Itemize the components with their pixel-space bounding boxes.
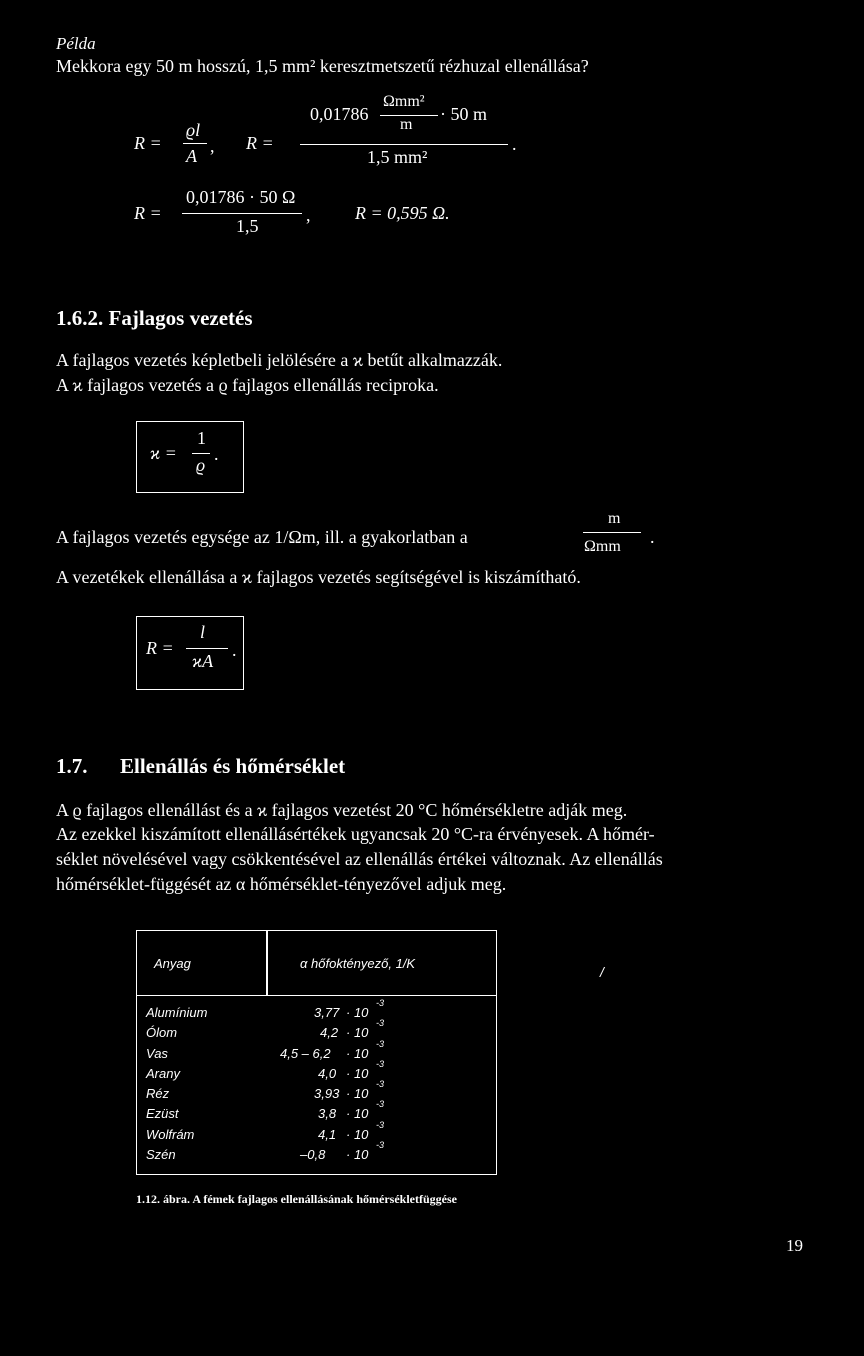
table-cell-exponent: -3	[376, 1059, 385, 1069]
eq2-unit-bottom: m	[400, 116, 413, 133]
section162-line2: A ϰ fajlagos vezetés a ϱ fajlagos ellenállás reciproka.	[56, 375, 439, 395]
table-cell-exponent: -3	[376, 1018, 385, 1028]
eq2-fraction-bar	[300, 144, 508, 145]
table-cell-times: · 10	[346, 1046, 369, 1061]
unit-fraction-bar	[583, 532, 641, 533]
formula-end: .	[214, 444, 219, 464]
section-heading-162: 1.6.2. Fajlagos vezetés	[56, 306, 253, 330]
section17-para-line-3: séklet növelésével vagy csökkentésével az ellenállás értékei változnak. Az ellenállás	[56, 849, 663, 869]
table-cell-material: Alumínium	[146, 1005, 208, 1020]
eq2-denominator: 1,5 mm²	[367, 147, 428, 167]
example-question: Mekkora egy 50 m hosszú, 1,5 mm² keresztmetszetű rézhuzal ellenállása?	[56, 56, 589, 76]
table-cell-times: · 10	[346, 1127, 369, 1142]
unit-bottom: Ωmm	[584, 538, 621, 555]
figure-caption: 1.12. ábra. A fémek fajlagos ellenállásának hőmérsékletfüggése	[136, 1192, 457, 1206]
eq1-fraction-bar	[183, 143, 207, 144]
table-cell-times: · 10	[346, 1086, 369, 1101]
table-cell-value: 3,93	[314, 1086, 340, 1101]
table-header-divider	[136, 995, 497, 996]
eq2-end: .	[512, 134, 517, 154]
table-cell-material: Vas	[146, 1046, 168, 1061]
formula-denominator: ϱ	[196, 455, 206, 475]
table-cell-exponent: -3	[376, 1079, 385, 1089]
formula2-end: .	[232, 640, 237, 660]
formula2-lhs: R =	[146, 638, 174, 658]
eq1-numerator: ϱl	[186, 120, 201, 140]
unit-line: A fajlagos vezetés egysége az 1/Ωm, ill. a gyakorlatban a	[56, 527, 468, 547]
formula2-numerator: l	[200, 622, 206, 642]
table-cell-times: · 10	[346, 1066, 369, 1081]
eq3-fraction-bar	[182, 213, 302, 214]
table-cell-exponent: -3	[376, 1120, 385, 1130]
eq3-lhs: R =	[134, 203, 162, 223]
table-cell-times: · 10	[346, 1147, 369, 1162]
table-cell-value: 4,5 – 6,2	[280, 1046, 331, 1061]
eq1-lhs: R =	[134, 133, 162, 153]
table-cell-exponent: -3	[376, 1039, 385, 1049]
unit-end: .	[650, 527, 655, 547]
table-cell-material: Wolfrám	[146, 1127, 195, 1142]
stray-mark: /	[600, 964, 604, 980]
resistance-line: A vezetékek ellenállása a ϰ fajlagos vezetés segítségével is kiszámítható.	[56, 567, 581, 587]
eq3-separator: ,	[306, 205, 311, 225]
table-cell-material: Szén	[146, 1147, 176, 1162]
eq2-lhs: R =	[246, 133, 274, 153]
table-header-material: Anyag	[154, 956, 191, 971]
section17-para-line-4: hőmérséklet-függését az α hőmérséklet-tényezővel adjuk meg.	[56, 874, 507, 894]
table-cell-material: Réz	[146, 1086, 170, 1101]
table-cell-times: · 10	[346, 1025, 369, 1040]
eq1-separator: ,	[210, 136, 215, 156]
eq4: R = 0,595 Ω.	[355, 203, 450, 223]
table-cell-exponent: -3	[376, 1099, 385, 1109]
table-cell-material: Ólom	[146, 1025, 178, 1040]
example-label: Példa	[56, 34, 96, 53]
eq1-denominator: A	[186, 146, 197, 166]
table-cell-value: 3,77	[314, 1005, 340, 1020]
section17-para-line-2: Az ezekkel kiszámított ellenállásértékek ugyancsak 20 °C-ra érvényesek. A hőmér-	[56, 824, 655, 844]
section-heading-17-title: Ellenállás és hőmérséklet	[120, 754, 346, 778]
table-cell-times: · 10	[346, 1005, 369, 1020]
table-cell-material: Arany	[146, 1066, 180, 1081]
table-header-coefficient: α hőfoktényező, 1/K	[300, 956, 416, 971]
section17-para-line-1: A ϱ fajlagos ellenállást és a ϰ fajlagos vezetést 20 °C hőmérsékletre adják meg.	[56, 800, 628, 820]
table-cell-value: 4,1	[318, 1127, 337, 1142]
table-cell-exponent: -3	[376, 1140, 385, 1150]
page-number: 19	[786, 1236, 803, 1255]
formula-numerator: 1	[197, 428, 206, 448]
formula-fraction-bar	[192, 453, 210, 454]
section-heading-17-number: 1.7.	[56, 754, 88, 778]
table-cell-value: 3,8	[318, 1106, 337, 1121]
eq3-numerator: 0,01786 · 50 Ω	[186, 187, 296, 207]
formula-lhs: ϰ =	[150, 443, 177, 463]
eq3-denominator: 1,5	[236, 216, 259, 236]
table-cell-material: Ezüst	[146, 1106, 179, 1121]
table-column-divider	[266, 930, 268, 995]
table-cell-value: 4,2	[320, 1025, 339, 1040]
section162-line1: A fajlagos vezetés képletbeli jelölésére a ϰ betűt alkalmazzák.	[56, 350, 503, 370]
eq2-num-length: · 50 m	[440, 104, 487, 124]
table-cell-times: · 10	[346, 1106, 369, 1121]
table-cell-value: –0,8	[300, 1147, 326, 1162]
eq2-num-value: 0,01786	[310, 104, 369, 124]
table-cell-value: 4,0	[318, 1066, 337, 1081]
eq2-unit-top: Ωmm²	[383, 93, 425, 110]
formula2-denominator: ϰA	[192, 651, 214, 671]
unit-top: m	[608, 510, 621, 527]
formula2-fraction-bar	[186, 648, 228, 649]
table-cell-exponent: -3	[376, 998, 385, 1008]
